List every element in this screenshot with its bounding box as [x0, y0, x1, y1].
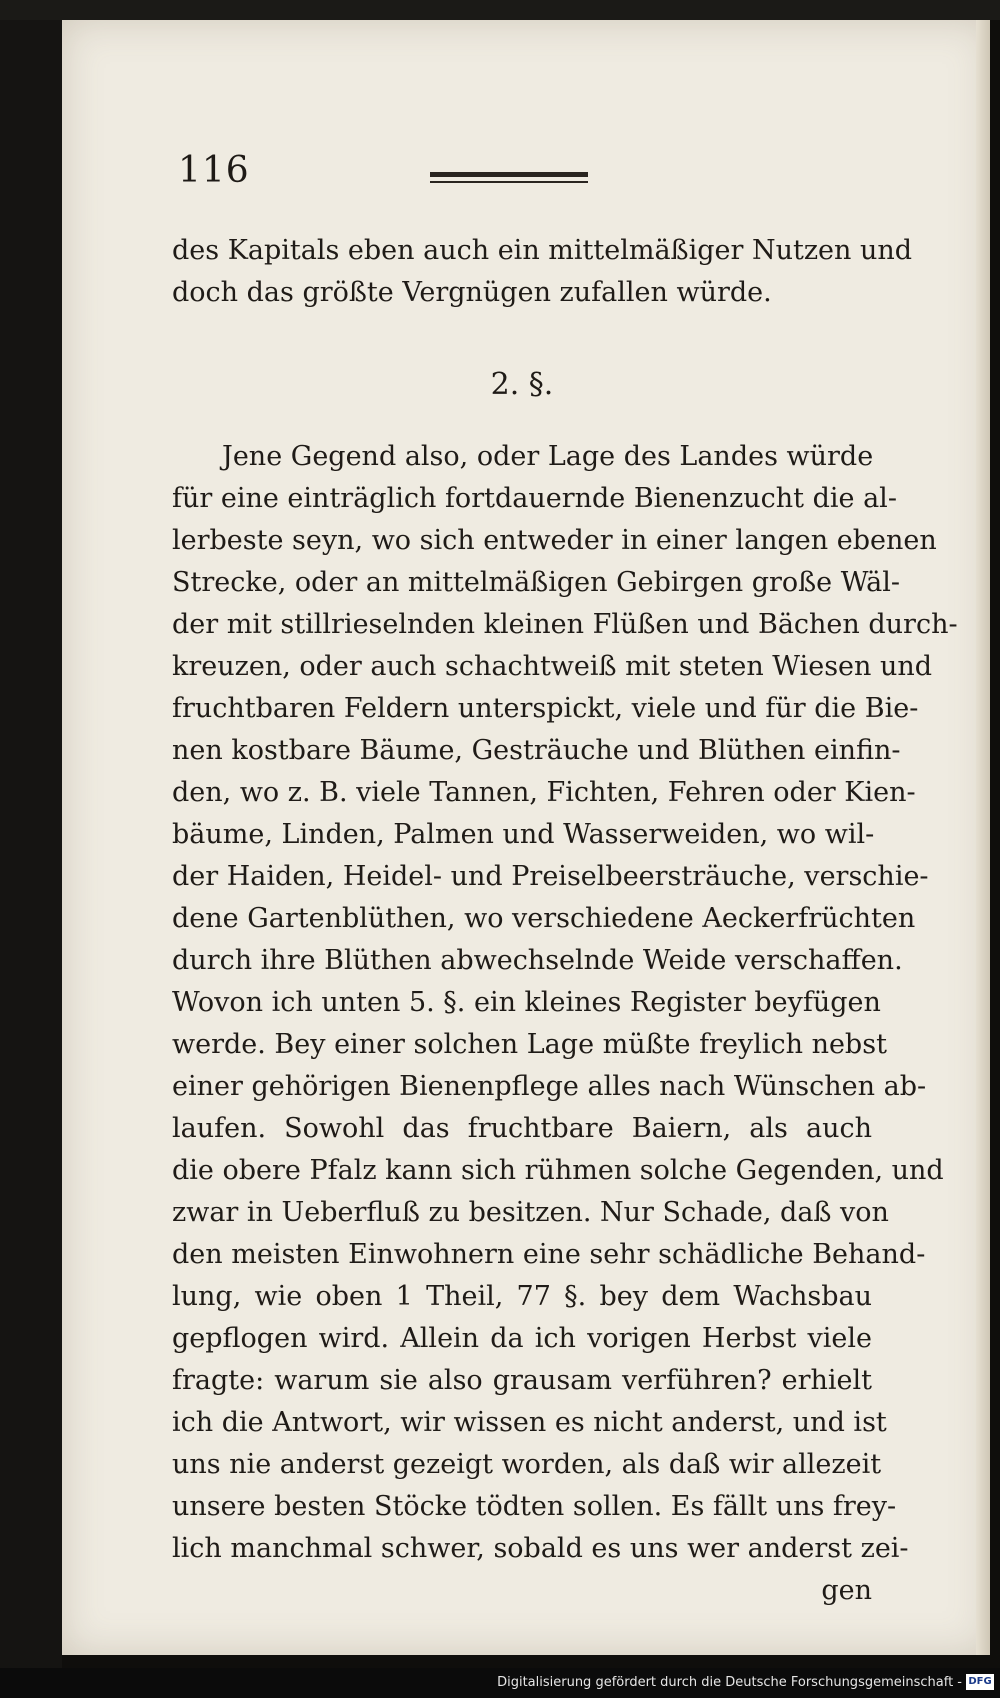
text-line: bäume, Linden, Palmen und Wasserweiden, wo wil- — [172, 819, 875, 850]
text-line: unsere besten Stöcke tödten sollen. Es fällt uns frey- — [172, 1491, 897, 1522]
text-line: doch das größte Vergnügen zufallen würde. — [172, 277, 772, 308]
dfg-logo-icon: DFG — [966, 1674, 994, 1690]
text-line: des Kapitals eben auch ein mittelmäßiger Nutzen und — [172, 235, 913, 266]
text-line: Jene Gegend also, oder Lage des Landes würde — [222, 441, 874, 472]
text-line: gepflogen wird. Allein da ich vorigen Herbst viele — [172, 1323, 872, 1354]
text-line: Strecke, oder an mittelmäßigen Gebirgen große Wäl- — [172, 567, 900, 598]
running-head — [178, 150, 698, 210]
page-number: 116 — [178, 150, 250, 191]
text-line: durch ihre Blüthen abwechselnde Weide verschaffen. — [172, 945, 903, 976]
footer-credit-text: Digitalisierung gefördert durch die Deutsche Forschungsgemeinschaft - — [497, 1675, 962, 1690]
text-line: einer gehörigen Bienenpflege alles nach Wünschen ab- — [172, 1071, 927, 1102]
text-line: dene Gartenblüthen, wo verschiedene Aeckerfrüchten — [172, 903, 916, 934]
scan-border-left — [0, 0, 62, 1698]
text-line: der mit stillrieselnden kleinen Flüßen und Bächen durch- — [172, 609, 958, 640]
text-line: für eine einträglich fortdauernde Bienenzucht die al- — [172, 483, 897, 514]
page-edge — [976, 20, 990, 1655]
text-line: die obere Pfalz kann sich rühmen solche Gegenden, und — [172, 1155, 944, 1186]
text-line: werde. Bey einer solchen Lage müßte freylich nebst — [172, 1029, 887, 1060]
text-line: nen kostbare Bäume, Gesträuche und Blüthen einfin- — [172, 735, 901, 766]
scan-border-top — [0, 0, 1000, 20]
text-line: ich die Antwort, wir wissen es nicht anderst, und ist — [172, 1407, 887, 1438]
text-line: lerbeste seyn, wo sich entweder in einer langen ebenen — [172, 525, 937, 556]
text-line: zwar in Ueberfluß zu besitzen. Nur Schade, daß von — [172, 1197, 889, 1228]
text-line: fruchtbaren Feldern unterspickt, viele und für die Bie- — [172, 693, 919, 724]
text-line: Wovon ich unten 5. §. ein kleines Register beyfügen — [172, 987, 881, 1018]
text-line: fragte: warum sie also grausam verführen? erhielt — [172, 1365, 872, 1396]
text-line: der Haiden, Heidel- und Preiselbeersträuche, verschie- — [172, 861, 929, 892]
page-text — [172, 230, 958, 1612]
text-line: laufen. Sowohl das fruchtbare Baiern, als auch — [172, 1113, 872, 1144]
text-line: uns nie anderst gezeigt worden, als daß wir allezeit — [172, 1449, 882, 1480]
text-line: den meisten Einwohnern eine sehr schädliche Behand- — [172, 1239, 926, 1270]
text-line: lung, wie oben 1 Theil, 77 §. bey dem Wachsbau — [172, 1281, 872, 1312]
text-line: kreuzen, oder auch schachtweiß mit steten Wiesen und — [172, 651, 933, 682]
text-line: den, wo z. B. viele Tannen, Fichten, Fehren oder Kien- — [172, 777, 916, 808]
section-heading: 2. §. — [490, 367, 554, 402]
catchword: gen — [821, 1575, 872, 1606]
head-rule-ornament — [430, 172, 588, 186]
digitization-footer — [0, 1668, 1000, 1698]
text-line: lich manchmal schwer, sobald es uns wer anderst zei- — [172, 1533, 909, 1564]
